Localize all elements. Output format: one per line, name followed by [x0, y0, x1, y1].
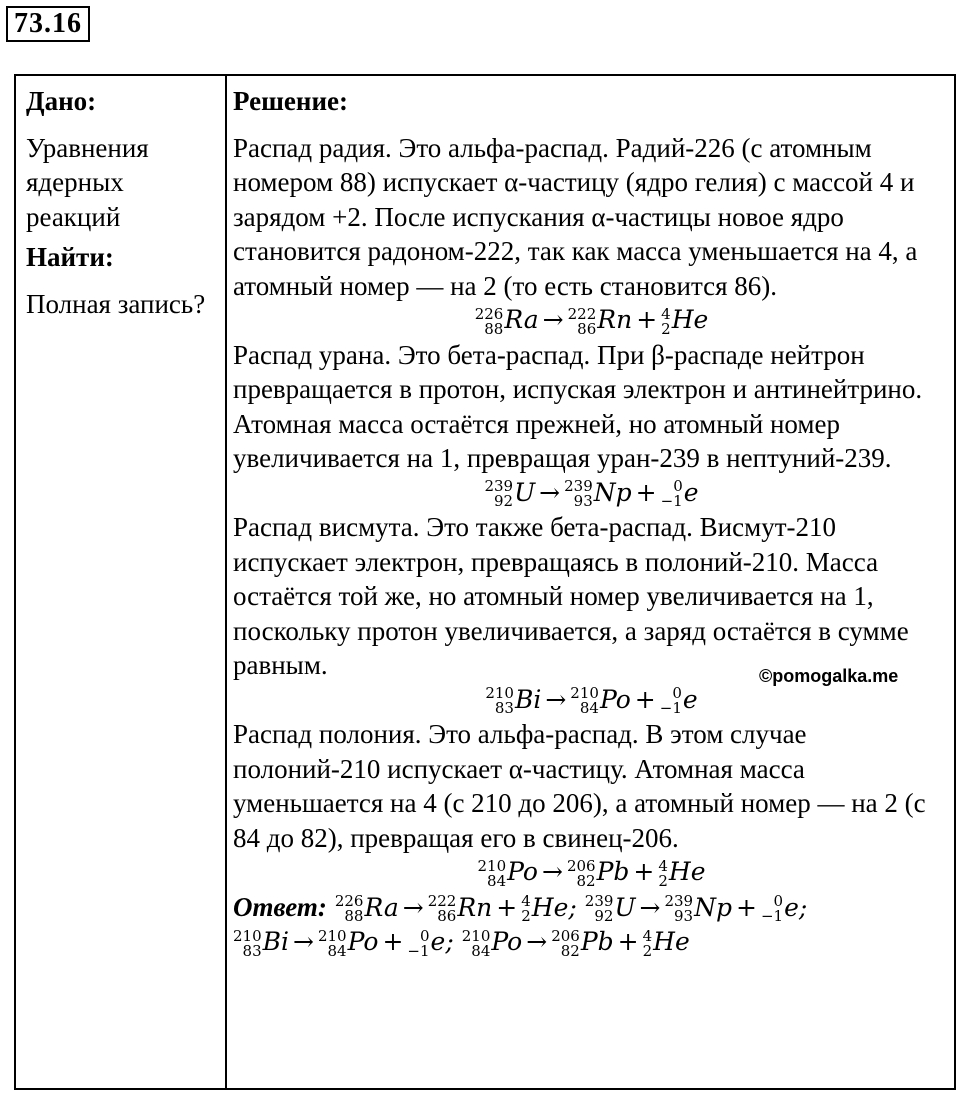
arrow-symbol: → [293, 927, 314, 956]
answer-label: Ответ: [233, 891, 327, 922]
element-symbol: Po [599, 684, 631, 714]
equation-uranium [233, 476, 950, 511]
arrow-symbol: → [526, 927, 548, 956]
atomic-number: 93 [674, 907, 694, 925]
mass-number: 206 [551, 926, 580, 945]
mass-number: 0 [773, 892, 784, 910]
solution-table [14, 74, 956, 1090]
element-symbol: Pb [580, 927, 614, 956]
answer-eq-polonium [461, 926, 690, 960]
answer-line-2 [233, 925, 950, 960]
mass-number: 239 [584, 892, 614, 910]
atomic-number: 83 [242, 941, 262, 960]
element-symbol: Po [507, 857, 538, 886]
given-column [15, 75, 226, 1089]
nuclide-numbers [664, 894, 693, 924]
nuclide-numbers [570, 686, 599, 716]
equation-polonium [233, 855, 950, 890]
atomic-number: 88 [484, 319, 504, 338]
solution-column [226, 75, 955, 1089]
paragraph-radium: Распад радия. Это альфа-распад. Радий-226 (с атомным номером 88) испускает α-частицу (ядро гелия) с массой 4 и зарядом +2. После испускания α-частицы новое ядро становится радоном-222, так как масса уменьшается на 4, а атомный номер — на 2 (то есть становится 86). [233, 132, 918, 301]
arrow-symbol: → [545, 684, 567, 714]
arrow-symbol: → [542, 305, 564, 334]
mass-number: 210 [485, 684, 514, 702]
element-symbol: Po [491, 927, 523, 956]
mass-number: 226 [474, 304, 504, 323]
atomic-number: 2 [661, 319, 671, 338]
element-symbol: He [671, 305, 709, 334]
element-symbol: Bi [262, 927, 290, 956]
element-symbol: Np [593, 477, 632, 507]
mass-number: 4 [521, 892, 531, 910]
mass-number: 4 [642, 926, 653, 945]
nuclide-numbers [567, 304, 597, 338]
mass-number: 210 [233, 926, 262, 945]
nuclide-numbers [461, 926, 491, 960]
nuclide-numbers [642, 926, 653, 960]
element-symbol: e [430, 927, 446, 956]
find-text: Полная запись? [26, 288, 206, 319]
equation-bismuth [233, 683, 950, 718]
watermark: ©pomogalka.me [759, 666, 899, 686]
nuclide-numbers [428, 894, 457, 924]
atomic-number: −1 [660, 492, 683, 510]
answer-eq-bismuth [233, 926, 446, 960]
nuclide-numbers [661, 304, 671, 338]
plus-symbol: + [636, 305, 658, 334]
element-symbol: He [653, 927, 690, 956]
atomic-number: 2 [521, 907, 531, 925]
plus-symbol: + [635, 477, 657, 507]
answer-eq-uranium [584, 892, 799, 925]
atomic-number: 83 [494, 699, 514, 717]
atomic-number: 88 [344, 907, 364, 925]
element-symbol: He [668, 857, 706, 886]
paragraph-uranium: Распад урана. Это бета-распад. При β-распаде нейтрон превращается в протон, испуская электрон и антинейтрино. Атомная масса остаётся прежней, но атомный номер увеличивается на 1, превращая уран-239 в нептуний-239. [233, 339, 923, 473]
plus-symbol: + [736, 892, 757, 922]
element-symbol: Rn [457, 892, 493, 922]
mass-number: 210 [570, 684, 599, 702]
mass-number: 226 [334, 892, 364, 910]
mass-number: 0 [673, 477, 683, 495]
mass-number: 239 [664, 892, 694, 910]
element-symbol: Ra [504, 305, 539, 334]
element-symbol: e [784, 892, 799, 922]
element-symbol: Ra [364, 892, 399, 922]
arrow-symbol: → [639, 892, 661, 922]
mass-number: 210 [317, 926, 347, 945]
plus-symbol: + [496, 892, 518, 922]
nuclide-numbers [484, 479, 513, 509]
nuclide-numbers [335, 894, 364, 924]
mass-number: 210 [477, 856, 507, 875]
nuclide-numbers [761, 894, 783, 924]
arrow-symbol: → [539, 477, 561, 507]
plus-symbol: + [382, 927, 404, 956]
nuclide-numbers [660, 686, 682, 716]
nuclide-numbers [477, 856, 507, 890]
separator: ; [568, 892, 577, 922]
nuclide-numbers [317, 926, 347, 960]
atomic-number: 92 [494, 492, 514, 510]
problem-number: 73.16 [6, 6, 90, 42]
element-symbol: Np [694, 892, 732, 922]
mass-number: 210 [461, 926, 491, 945]
nuclide-numbers [233, 926, 262, 960]
element-symbol: Rn [597, 305, 633, 334]
answer-eq-radium [334, 892, 569, 925]
atomic-number: 86 [437, 907, 457, 925]
mass-number: 239 [564, 477, 593, 495]
nuclide-numbers [661, 479, 683, 509]
atomic-number: 84 [471, 941, 491, 960]
separator: ; [798, 892, 808, 922]
element-symbol: e [683, 477, 699, 507]
atomic-number: 86 [577, 319, 597, 338]
atomic-number: 93 [573, 492, 593, 510]
element-symbol: Pb [596, 857, 630, 886]
atomic-number: 2 [658, 871, 668, 890]
nuclide-numbers [658, 856, 668, 890]
atomic-number: 84 [579, 699, 599, 717]
nuclide-numbers [566, 856, 596, 890]
atomic-number: −1 [760, 907, 784, 925]
element-symbol: U [614, 892, 636, 922]
element-symbol: U [514, 477, 536, 507]
atomic-number: −1 [659, 699, 682, 717]
arrow-symbol: → [402, 892, 424, 922]
plus-symbol: + [617, 927, 639, 956]
element-symbol: Bi [514, 684, 542, 714]
element-symbol: He [531, 892, 569, 922]
plus-symbol: + [634, 684, 656, 714]
atomic-number: 82 [560, 941, 580, 960]
solution-header: Решение: [233, 86, 348, 116]
mass-number: 4 [661, 304, 671, 323]
given-text: Уравнения ядерных реакций [26, 132, 149, 232]
nuclide-numbers [521, 894, 531, 924]
mass-number: 4 [658, 856, 668, 875]
nuclide-numbers [551, 926, 580, 960]
atomic-number: 82 [576, 871, 596, 890]
find-header: Найти: [26, 242, 114, 272]
atomic-number: −1 [407, 941, 430, 960]
plus-symbol: + [633, 857, 655, 886]
paragraph-bismuth: Распад висмута. Это также бета-распад. Висмут-210 испускает электрон, превращаясь в полоний-210. Масса остаётся той же, но атомный номер увеличивается на 1, поскольку протон увеличивается, а заряд остаётся в сумме равным. [233, 512, 909, 680]
nuclide-numbers [474, 304, 504, 338]
mass-number: 222 [567, 304, 597, 323]
separator: ; [445, 927, 454, 956]
atomic-number: 92 [594, 907, 614, 925]
equation-radium [233, 303, 950, 338]
arrow-symbol: → [541, 857, 563, 886]
nuclide-numbers [564, 479, 593, 509]
nuclide-numbers [407, 926, 430, 960]
given-header: Дано: [26, 86, 97, 116]
mass-number: 0 [420, 926, 430, 945]
nuclide-numbers [485, 686, 514, 716]
mass-number: 0 [672, 684, 682, 702]
atomic-number: 84 [327, 941, 347, 960]
nuclide-numbers [585, 894, 614, 924]
element-symbol: e [682, 684, 698, 714]
mass-number: 206 [566, 856, 596, 875]
element-symbol: Po [347, 927, 379, 956]
atomic-number: 84 [487, 871, 507, 890]
mass-number: 222 [427, 892, 457, 910]
answer-line-1 [233, 890, 950, 926]
atomic-number: 2 [642, 941, 653, 960]
mass-number: 239 [484, 477, 514, 495]
paragraph-polonium: Распад полония. Это альфа-распад. В этом случае полоний-210 испускает α-частицу. Атомная масса уменьшается на 4 (с 210 до 206), а атомный номер — на 2 (с 84 до 82), превращая его в свинец-206. [233, 719, 926, 853]
